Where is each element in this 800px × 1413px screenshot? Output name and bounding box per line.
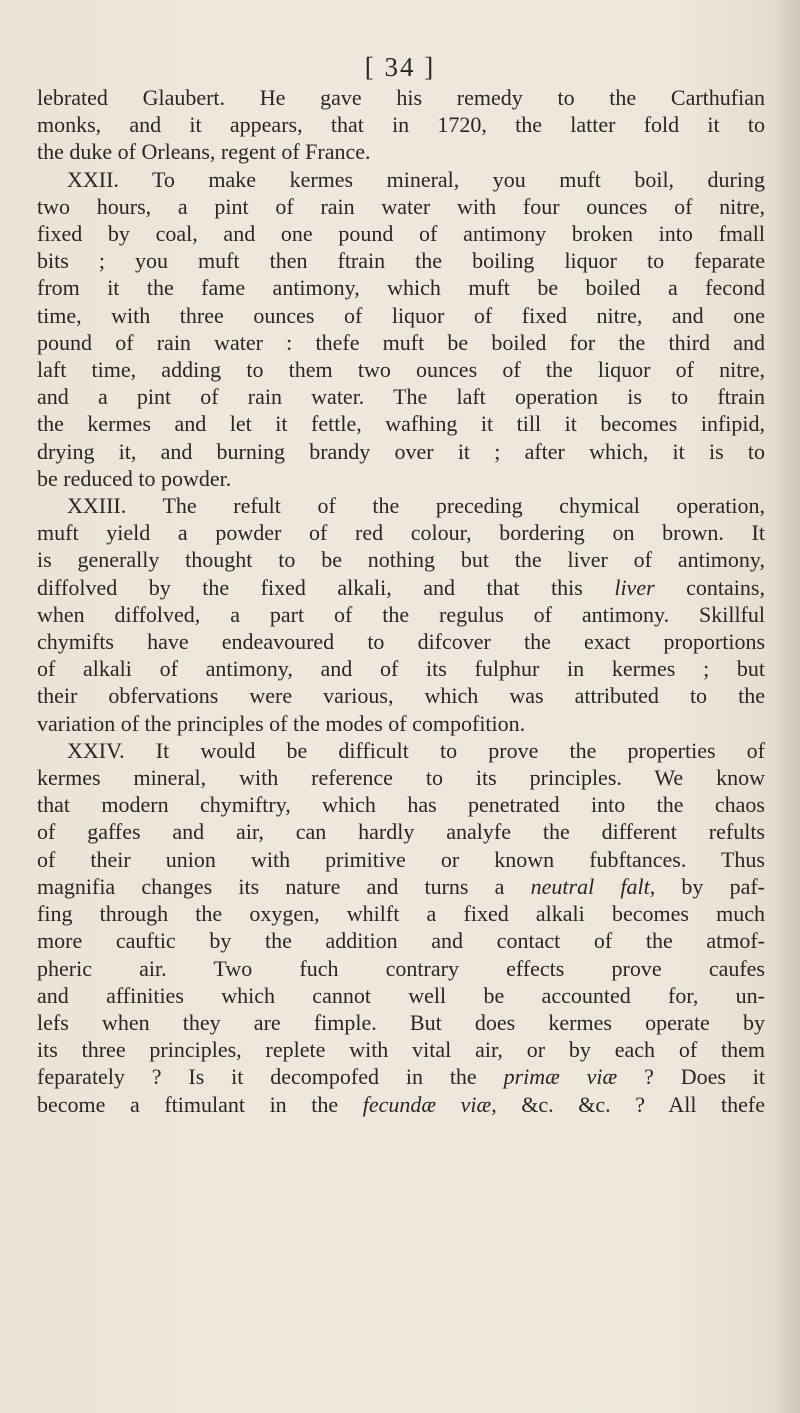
text-line xyxy=(37,873,765,900)
text-line: the kermes and let it fettle, wafhing it till it becomes infipid, xyxy=(37,411,765,437)
text-run: contains, xyxy=(654,574,765,600)
text-line: fixed by coal, and one pound of antimony broken into fmall xyxy=(37,221,765,247)
text-line: chymifts have endeavoured to difcover the exact proportions xyxy=(37,629,765,655)
text-line: drying it, and burning brandy over it ; after which, it is to xyxy=(37,438,765,464)
italic-term-liver: liver xyxy=(614,574,655,600)
italic-term-fecundae-viae: fecundæ viæ xyxy=(362,1091,492,1117)
text-line: is generally thought to be nothing but the liver of antimony, xyxy=(37,547,765,573)
text-line: laft time, adding to them two ounces of the liquor of nitre, xyxy=(37,357,765,383)
text-run: diffolved by the fixed alkali, and that this xyxy=(37,574,615,600)
text-line: pheric air. Two fuch contrary effects prove caufes xyxy=(37,955,765,981)
page-edge-shadow xyxy=(772,0,800,1413)
text-line: its three principles, replete with vital air, or by each of them xyxy=(37,1037,765,1063)
text-run: , by paf- xyxy=(649,873,765,899)
text-line: when diffolved, a part of the regulus of antimony. Skillful xyxy=(37,601,765,627)
text-run: ? Does it xyxy=(617,1064,765,1090)
text-line: that modern chymiftry, which has penetrated into the chaos xyxy=(37,792,765,818)
text-line xyxy=(37,574,765,601)
text-line: of alkali of antimony, and of its fulphur in kermes ; but xyxy=(37,656,765,682)
text-line: from it the fame antimony, which muft be boiled a fecond xyxy=(37,275,765,301)
paragraph-start-xxiii: XXIII. The refult of the preceding chymical operation, xyxy=(67,493,765,519)
text-line: lebrated Glaubert. He gave his remedy to the Carthufian xyxy=(37,85,765,110)
text-line: the duke of Orleans, regent of France. xyxy=(37,139,371,165)
text-line: pound of rain water : thefe muft be boiled for the third and xyxy=(37,329,765,355)
text-line: and a pint of rain water. The laft operation is to ftrain xyxy=(37,384,765,410)
italic-term-neutral-falt: neutral falt xyxy=(530,873,650,899)
text-run: , &c. &c. ? All thefe xyxy=(491,1091,765,1117)
text-line: more cauftic by the addition and contact of the atmof- xyxy=(37,928,765,954)
text-line xyxy=(37,1091,765,1118)
text-line: muft yield a powder of red colour, bordering on brown. It xyxy=(37,520,765,546)
body-text xyxy=(37,84,765,1118)
text-line: fing through the oxygen, whilft a fixed alkali becomes much xyxy=(37,901,765,927)
text-line: lefs when they are fimple. But does kermes operate by xyxy=(37,1009,765,1035)
text-line xyxy=(37,1063,765,1090)
text-line: of gaffes and air, can hardly analyfe the different refults xyxy=(37,819,765,845)
text-run: magnifia changes its nature and turns a xyxy=(37,873,531,899)
text-line: monks, and it appears, that in 1720, the latter fold it to xyxy=(37,112,765,138)
text-line: bits ; you muft then ftrain the boiling liquor to feparate xyxy=(37,248,765,274)
text-line: of their union with primitive or known fubftances. Thus xyxy=(37,846,765,872)
text-line: and affinities which cannot well be accounted for, un- xyxy=(37,982,765,1008)
text-run: become a ftimulant in the xyxy=(37,1091,363,1117)
text-line: their obfervations were various, which was attributed to the xyxy=(37,683,765,709)
page-number: [ 34 ] xyxy=(364,52,436,82)
paragraph-start-xxiv: XXIV. It would be difficult to prove the properties of xyxy=(67,737,765,763)
text-line: time, with three ounces of liquor of fixed nitre, and one xyxy=(37,302,765,328)
text-run: feparately ? Is it decompofed in the xyxy=(37,1064,504,1090)
text-line: variation of the principles of the modes of compofition. xyxy=(37,710,526,736)
italic-term-primae-viae: primæ viæ xyxy=(503,1064,618,1090)
text-line: two hours, a pint of rain water with four ounces of nitre, xyxy=(37,193,765,219)
text-line: be reduced to powder. xyxy=(37,465,232,491)
text-line: kermes mineral, with reference to its principles. We know xyxy=(37,765,765,791)
paragraph-start-xxii: XXII. To make kermes mineral, you muft boil, during xyxy=(67,166,765,192)
